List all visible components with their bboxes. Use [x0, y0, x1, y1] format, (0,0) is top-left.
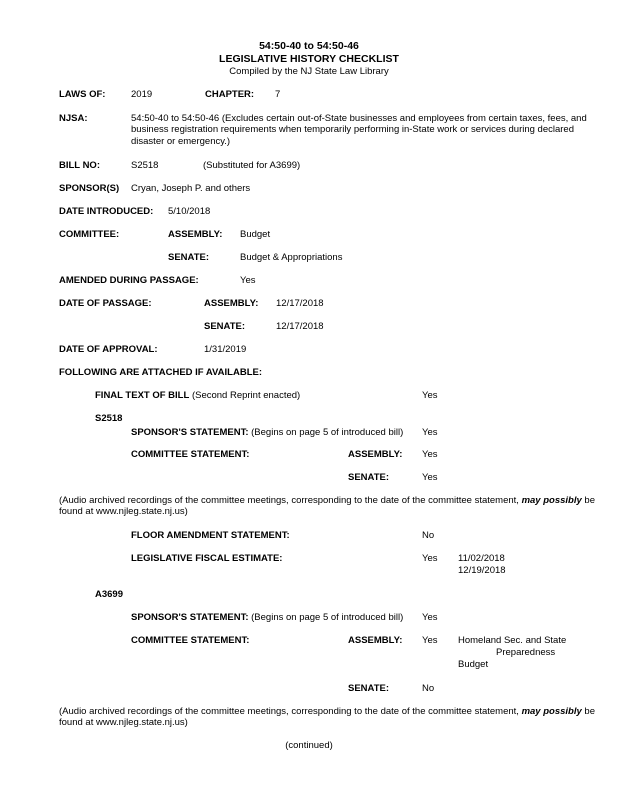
s2518-sponsor-row — [131, 427, 403, 438]
s2518-fiscal-date-2: 12/19/2018 — [458, 565, 506, 576]
committee-senate-label: SENATE: — [168, 252, 209, 263]
committee-label: COMMITTEE: — [59, 229, 120, 240]
s2518-sponsor-note: (Begins on page 5 of introduced bill) — [251, 427, 404, 438]
committee-assembly-value: Budget — [240, 229, 271, 240]
a3699-audio-note — [59, 706, 607, 729]
title-line-2: LEGISLATIVE HISTORY CHECKLIST — [219, 53, 399, 65]
s2518-assembly-value: Yes — [422, 449, 438, 460]
approval-label: DATE OF APPROVAL: — [59, 344, 158, 355]
attached-heading: FOLLOWING ARE ATTACHED IF AVAILABLE: — [59, 367, 262, 378]
final-text-note: (Second Reprint enacted) — [191, 390, 301, 401]
bill-no-note: (Substituted for A3699) — [203, 160, 301, 171]
a3699-label: A3699 — [95, 589, 123, 600]
a3699-sponsor-label: SPONSOR'S STATEMENT: — [131, 612, 249, 623]
passage-senate-label: SENATE: — [204, 321, 245, 332]
s2518-fiscal-value: Yes — [422, 553, 438, 564]
s2518-label: S2518 — [95, 413, 123, 424]
s2518-audio-pre: (Audio archived recordings of the committee meetings, corresponding to the date of the committee statement, — [59, 495, 522, 506]
njsa-label: NJSA: — [59, 113, 88, 124]
a3699-audio-pre: (Audio archived recordings of the committee meetings, corresponding to the date of the committee statement, — [59, 706, 522, 717]
a3699-sponsor-value: Yes — [422, 612, 438, 623]
passage-senate-value: 12/17/2018 — [276, 321, 324, 332]
final-text-value: Yes — [422, 390, 438, 401]
s2518-fiscal-label: LEGISLATIVE FISCAL ESTIMATE: — [131, 553, 283, 564]
committee-assembly-label: ASSEMBLY: — [168, 229, 223, 240]
njsa-value: 54:50-40 to 54:50-46 (Excludes certain out-of-State businesses and employees from certain taxes, fees, and business registration requirements when temporarily performing in-State work or services during declared disaster or emergency.) — [131, 113, 587, 147]
s2518-floor-value: No — [422, 530, 435, 541]
continued-footer: (continued) — [285, 740, 333, 751]
amended-value: Yes — [240, 275, 256, 286]
approval-value: 1/31/2019 — [204, 344, 247, 355]
title-line-1: 54:50-40 to 54:50-46 — [259, 40, 359, 52]
final-text-label: FINAL TEXT OF BILL — [95, 390, 190, 401]
s2518-audio-emphasis: may possibly — [521, 495, 582, 506]
s2518-sponsor-label: SPONSOR'S STATEMENT: — [131, 427, 249, 438]
s2518-fiscal-date-1: 11/02/2018 — [458, 553, 505, 564]
passage-label: DATE OF PASSAGE: — [59, 298, 152, 309]
bill-no-label: BILL NO: — [59, 160, 100, 171]
final-text-row — [95, 390, 300, 401]
date-introduced-label: DATE INTRODUCED: — [59, 206, 154, 217]
sponsors-value: Cryan, Joseph P. and others — [131, 183, 251, 194]
a3699-assembly-committee-3: Budget — [458, 659, 489, 670]
bill-no-value: S2518 — [131, 160, 159, 171]
chapter-label: CHAPTER: — [205, 89, 255, 100]
date-introduced-value: 5/10/2018 — [168, 206, 211, 217]
a3699-audio-post: be found at www.njleg.state.nj.us) — [59, 706, 595, 729]
a3699-assembly-label: ASSEMBLY: — [348, 635, 403, 646]
a3699-committee-label: COMMITTEE STATEMENT: — [131, 635, 250, 646]
a3699-assembly-value: Yes — [422, 635, 438, 646]
s2518-senate-value: Yes — [422, 472, 438, 483]
a3699-sponsor-row — [131, 612, 403, 623]
subtitle: Compiled by the NJ State Law Library — [229, 66, 389, 77]
s2518-senate-label: SENATE: — [348, 472, 389, 483]
a3699-audio-emphasis: may possibly — [521, 706, 582, 717]
laws-of-label: LAWS OF: — [59, 89, 106, 100]
laws-of-value: 2019 — [131, 89, 153, 100]
passage-assembly-value: 12/17/2018 — [276, 298, 324, 309]
passage-assembly-label: ASSEMBLY: — [204, 298, 259, 309]
sponsors-label: SPONSOR(S) — [59, 183, 120, 194]
s2518-floor-label: FLOOR AMENDMENT STATEMENT: — [131, 530, 290, 541]
a3699-assembly-committee-1: Homeland Sec. and State — [458, 635, 567, 646]
committee-senate-value: Budget & Appropriations — [240, 252, 343, 263]
s2518-audio-note — [59, 495, 607, 518]
s2518-assembly-label: ASSEMBLY: — [348, 449, 403, 460]
s2518-audio-post: be found at www.njleg.state.nj.us) — [59, 495, 595, 518]
s2518-committee-label: COMMITTEE STATEMENT: — [131, 449, 250, 460]
a3699-sponsor-note: (Begins on page 5 of introduced bill) — [251, 612, 404, 623]
a3699-assembly-committee-2: Preparedness — [496, 647, 556, 658]
a3699-senate-label: SENATE: — [348, 683, 389, 694]
a3699-senate-value: No — [422, 683, 435, 694]
chapter-value: 7 — [275, 89, 281, 100]
amended-label: AMENDED DURING PASSAGE: — [59, 275, 199, 286]
s2518-sponsor-value: Yes — [422, 427, 438, 438]
